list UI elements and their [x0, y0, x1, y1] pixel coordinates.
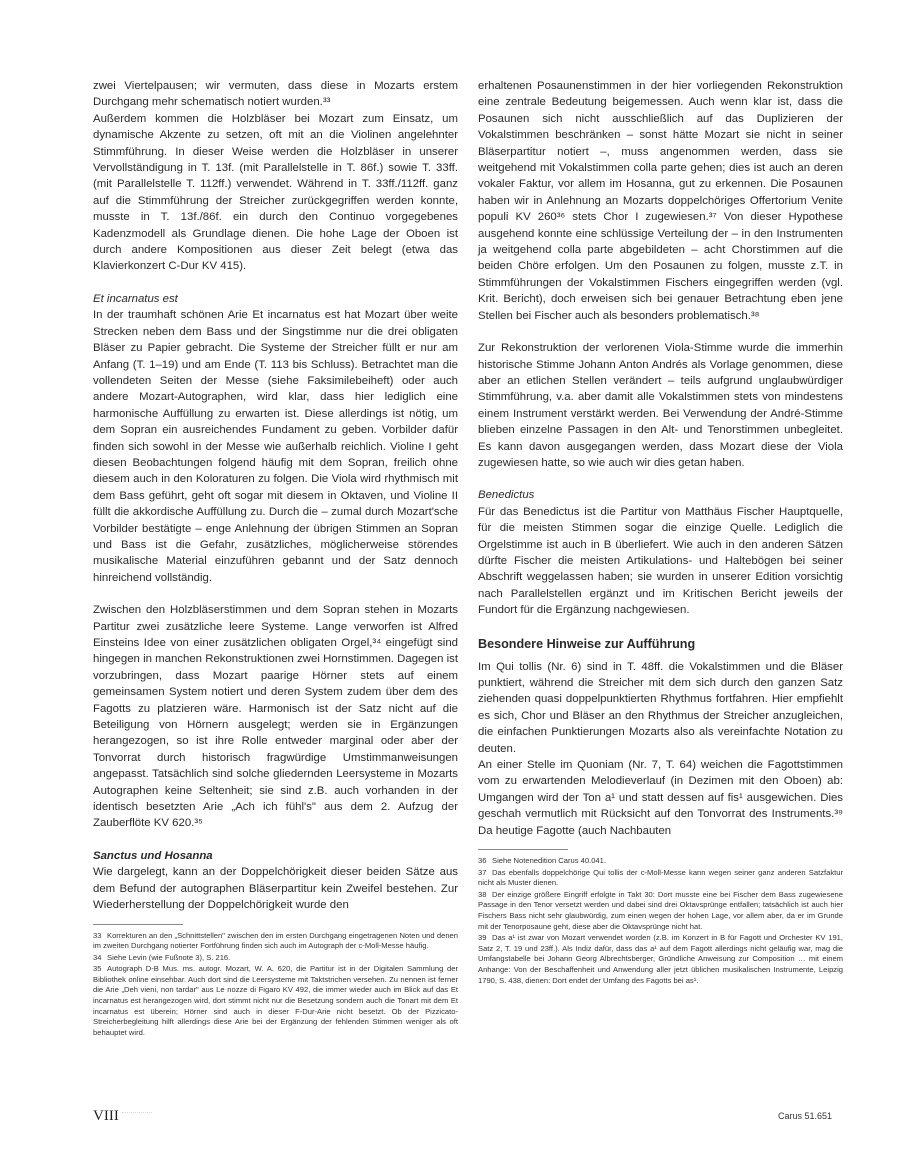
footnotes: [93, 931, 458, 1039]
section-heading: Besondere Hinweise zur Aufführung: [478, 636, 696, 651]
paragraph: erhaltenen Posaunenstimmen in der hier vorliegenden Rekonstruktion eine zentrale Bedeutung beigemessen. Auch wenn klar ist, dass die Posaunen sich nicht ausschließlich auf das Duplizieren der Vokalstimmen beschränken – sonst hätte Mozart sie nicht in seiner Bläserpartitur notiert –, muss angenommen werden, dass sie weitgehend mit Vokalstimmen colla parte gehen; dies ist auch an deren vokaler Faktur, vor allem im Hosanna, gut zu erkennen. Die Posaunen haben wir in Anlehnung an Mozarts doppelchöriges Offertorium Venite populi KV 260³⁶ stets Chor I zugewiesen.³⁷ Von dieser Hypothese ausgehend konnte eine schlüssige Verteilung der – in den Instrumenten ja weitgehend colla parte abgebildeten – acht Chorstimmen auf die beiden Chöre erfolgen. Um den Posaunen zu folgen, musste z.T. in Stimmführungen der Vokalstimmen Fischers eingegriffen werden (vgl. Krit. Bericht), doch erweisen sich bei genauer Betrachtung eben jene Stellen bei Fischer auch als besonders problematisch.³⁸: [478, 80, 843, 322]
paragraph: zwei Viertelpausen; wir vermuten, dass diese in Mozarts erstem Durchgang mehr schematisch notiert wurden.³³: [93, 80, 458, 109]
footnote: 33 Korrekturen an den „Schnittstellen" zwischen den im ersten Durchgang eingetragenen Noten und denen im zweiten Durchgang notierter Fortführung finden sich auch im Autograph der c-Moll-Messe häufig.: [93, 930, 458, 951]
footnote: 34 Siehe Levin (wie Fußnote 3), S. 216.: [93, 952, 231, 962]
paragraph: An einer Stelle im Quoniam (Nr. 7, T. 64) weichen die Fagottstimmen vom zu erwartenden Melodieverlauf (in Dezimen mit den Oboen) ab: Umgangen wird der Ton a¹ und statt dessen auf fis¹ ausgewichen. Dies geschah vermutlich mit Rücksicht auf den Tonvorrat des Instruments.³⁹ Da heutige Fagotte (auch Nachbauten: [478, 759, 843, 837]
footnote: 37 Das ebenfalls doppelchörige Qui tollis der c-Moll-Messe kann wegen seiner ganz anderen Satzfaktur nicht als Muster dienen.: [478, 867, 843, 888]
footnote-rule: [93, 924, 183, 925]
right-column: [478, 78, 843, 987]
paragraph: Zwischen den Holzbläserstimmen und dem Sopran stehen in Mozarts Partitur zwei zusätzliche leere Systeme. Lange verworfen ist Alfred Einsteins Idee von einer zusätzlichen obligaten Orgel,³⁴ eingefügt sind hingegen in manchen Rekonstruktionen zwei Hornstimmen. Dagegen ist vorzubringen, dass Mozart paarige Hörner stets auf einem gemeinsamen System notiert und deren System zudem über dem des Fagotts zu platzieren wäre. Harmonisch ist der Satz nicht auf die Beteiligung von Hörnern ausgelegt; werden sie in Ergänzungen herangezogen, so ist ihre Rolle entweder marginal oder aber der Tonvorrat durch historisch fragwürdige Umstimmanweisungen angepasst. Tatsächlich sind solche gliedernden Leersysteme in Mozarts Autographen keine Seltenheit; sie sind z.B. auch vorhanden in der identisch besetzten Arie „Ach ich fühl's" aus dem 2. Aufzug der Zauberflöte KV 620.³⁵: [93, 604, 458, 830]
section-subheading: Benedictus: [478, 489, 535, 502]
footnotes: [478, 856, 843, 986]
catalog-number: Carus 51.651: [777, 1111, 832, 1121]
left-column: [93, 78, 458, 1039]
paragraph: Für das Benedictus ist die Partitur von Matthäus Fischer Hauptquelle, für die meisten Stimmen sogar die einzige Quelle. Lediglich die Orgelstimme ist auch in B überliefert. Wie auch in den anderen Sätzen dürfte Fischer die meisten Artikulations- und Haltebögen bei seiner Abschrift weggelassen haben; sie wurden in unserer Edition vorsichtig nach Parallelstellen ergänzt und im Kritischen Bericht jeweils der Fundort für die Ergänzung nachgewiesen.: [478, 505, 843, 617]
footnote: 36 Siehe Notenedition Carus 40.041.: [478, 856, 606, 866]
section-subheading: Sanctus und Hosanna: [93, 849, 213, 862]
section-subheading: Et incarnatus est: [93, 292, 178, 305]
paragraph: In der traumhaft schönen Arie Et incarnatus est hat Mozart über weite Strecken neben dem Bass und der Singstimme nur die drei obligaten Bläser zu Papier gebracht. Die Systeme der Streicher füllt er nur am Anfang (T. 1–19) und am Ende (T. 113 bis Schluss). Betrachtet man die vollendeten Seiten der Messe (siehe Faksimilebeiheft) oder auch andere Mozart-Autographen, wird klar, dass hier lediglich eine harmonische Auffüllung zu erwarten ist. Diese allerdings ist nötig, um dem Sopran ein ausreichendes Fundament zu geben. Vorbilder dafür finden sich sowohl in der Messe wie außerhalb reichlich. Violine I geht diesen Beobachtungen folgend häufig mit dem Sopran, freilich ohne diesem auch in den Koloraturen zu folgen. Die Viola wird rhythmisch mit dem Bass geführt, geht oft sogar mit diesem in Oktaven, und Violine II füllt die akkordische Auffüllung zu. Durch die – zumal durch Mozart'sche Vorbilder bestätigte – enge Anlehnung der übrigen Stimmen an Sopran und Bass ist die Gefahr, zusätzliches, möglicherweise störendes musikalische Material einzuführen gebannt und der Satz dennoch hinreichend vollständig.: [93, 309, 458, 584]
page-number: VIII: [93, 1108, 119, 1124]
paragraph: Wie dargelegt, kann an der Doppelchörigkeit dieser beiden Sätze aus dem Befund der autographen Bläserpartitur kein Zweifel bestehen. Zur Wiederherstellung der Doppelchörigkeit wurde den: [93, 866, 458, 912]
paragraph: Zur Rekonstruktion der verlorenen Viola-Stimme wurde die immerhin historische Stimme Johann Anton Andrés als Vorlage genommen, diese aber an etlichen Stellen verändert – teils aufgrund unglaubwürdiger Stimmführung, v.a. aber damit alle Vokalstimmen stets von mindestens einem Instrument verstärkt werden. Bei Verwendung der André-Stimme blieben einzelne Passagen in den Alt- und Tenorstimmen unbegleitet. Es kann davon ausgegangen werden, dass Mozart diese der Viola zugewiesen hatte, so wie auch wir dies getan haben.: [478, 342, 843, 469]
footnote: 39 Das a¹ ist zwar von Mozart verwendet worden (z.B. im Konzert in B für Fagott und Orchester KV 191, Satz 2, T. 19 und 23ff.). Als Indiz dafür, dass das a¹ auf dem Fagott allerdings nicht geläufig war, mag die Umfangstabelle bei Johann Georg Albrechtsberger, Gründliche Anweisung zur Composition … mit einem Anhange: Von der Beschaffenheit und Anwendung aller jetzt üblichen musikalischen Instrumente, Leipzig 1790, S. 438, dienen: Dort endet der Umfang des Fagotts bei as¹.: [478, 933, 843, 985]
footnote: 38 Der einzige größere Eingriff erfolgte in Takt 30: Dort musste eine bei Fischer dem Bass zugewiesene Passage in den Tenor versetzt werden und dabei sind drei Oktavsprünge entfallen; tatsächlich ist auch hier Fischers Bass nicht sehr glaubwürdig, zum einen wegen der hohen Lage, vor allem aber, da er im Grunde mit der Tenorposaune geht, diese aber die Oktavsprünge nicht hat.: [478, 889, 843, 931]
paragraph: Außerdem kommen die Holzbläser bei Mozart zum Einsatz, um dynamische Akzente zu setzen, oft mit an die Violinen angelehnter Stimmführung. In dieser Weise werden die Holzbläser in unserer Vervollständigung in T. 13f. (mit Parallelstelle in T. 86f.) sowie T. 33ff. (mit Parallelstelle T. 112ff.) verwendet. Während in T. 33ff./112ff. ganz auf die Stimmführung der Streicher zurückgegriffen werden konnte, musste in T. 13f./86f. ein durch den Continuo vorgegebenes Kadenzmodell als Grundlage dienen. Die hohe Lage der Oboen ist durch andere Kompositionen aus dieser Zeit belegt (etwa das Klavierkonzert C-Dur KV 415).: [93, 112, 458, 273]
paragraph: Im Qui tollis (Nr. 6) sind in T. 48ff. die Vokalstimmen und die Bläser punktiert, während die Streicher mit dem sich durch den ganzen Satz ziehenden quasi doppelpunktierten Rhythmus fortfahren. Hier empfiehlt es sich, Chor und Bläser an den Rhythmus der Streicher anzugleichen, die einfachen Punktierungen Mozarts also als vereinfachte Notation zu deuten.: [478, 660, 843, 755]
footnote: 35 Autograph D-B Mus. ms. autogr. Mozart, W. A. 620, die Partitur ist in der Digitalen Sammlung der Bibliothek online einsehbar. Auch dort sind die Leersysteme mit Taktstrichen versehen. Zu nennen ist ferner die Arie „Deh vieni, non tardar" aus Le nozze di Figaro KV 492, die immer wieder auch im Blick auf das Et incarnatus est herangezogen wird, dort stimmt nicht nur die Besetzung sondern auch die Tonart mit dem Et incarnatus est überein; Hörner sind auch in dieser F-Dur-Arie nicht besetzt. Ob der Pizzicato-Streicherbegleitung hilft allerdings diese Arie bei der Ergänzung der fehlenden Stimmen weniger als oft behauptet wird.: [93, 964, 458, 1037]
footnote-rule: [478, 849, 568, 850]
folio-ornament: [122, 1112, 152, 1123]
